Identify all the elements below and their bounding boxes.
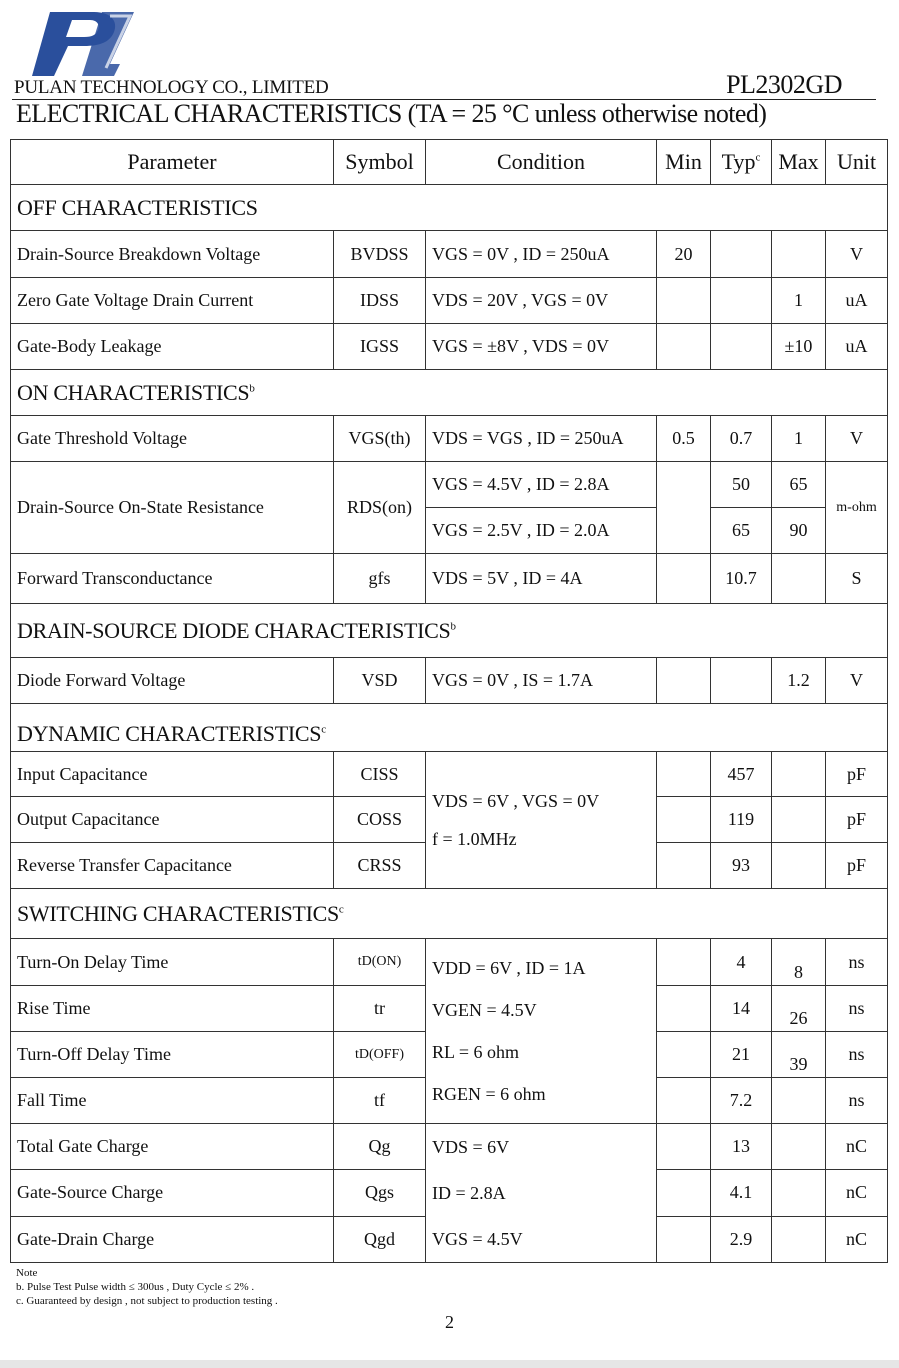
max-value: 39: [789, 1054, 808, 1074]
max-cell: [772, 752, 826, 797]
condition-cell: [426, 752, 657, 889]
charge-cond-line2: ID = 2.8A: [432, 1183, 506, 1203]
section-on-title: ON CHARACTERISTICS: [17, 379, 250, 405]
typ-cell: 4: [711, 939, 772, 986]
min-cell: [657, 843, 711, 889]
max-cell: [772, 1170, 826, 1216]
header-min: Min: [657, 140, 711, 185]
typ-cell: 10.7: [711, 554, 772, 604]
min-cell: [657, 797, 711, 843]
max-cell: [772, 797, 826, 843]
symbol-cell: IGSS: [334, 324, 426, 370]
symbol-cell: BVDSS: [334, 231, 426, 278]
note-c: c. Guaranteed by design , not subject to production testing .: [16, 1295, 278, 1307]
typ-cell: 93: [711, 843, 772, 889]
typ-cell: 119: [711, 797, 772, 843]
typ-cell: 457: [711, 752, 772, 797]
unit-cell: pF: [826, 797, 888, 843]
max-cell: 65: [772, 462, 826, 508]
header-parameter: Parameter: [11, 140, 334, 185]
param-cell: Diode Forward Voltage: [11, 658, 334, 704]
unit-cell: V: [826, 658, 888, 704]
pulan-logo: [14, 6, 138, 80]
section-diode-note: b: [450, 620, 456, 633]
min-cell: [657, 1124, 711, 1170]
param-cell: Turn-On Delay Time: [11, 939, 334, 986]
param-cell: Forward Transconductance: [11, 554, 334, 604]
min-cell: 20: [657, 231, 711, 278]
table-row: [11, 462, 888, 508]
typ-cell: 2.9: [711, 1216, 772, 1262]
footer-bar: [0, 1360, 899, 1368]
max-cell: [772, 1078, 826, 1124]
min-cell: [657, 986, 711, 1032]
max-cell: [772, 554, 826, 604]
table-header-row: [11, 140, 888, 185]
param-cell: Drain-Source On-State Resistance: [11, 462, 334, 554]
table-row: [11, 658, 888, 704]
unit-cell: V: [826, 231, 888, 278]
unit-cell: m-ohm: [826, 462, 888, 554]
section-on: [11, 370, 888, 416]
unit-cell: nC: [826, 1124, 888, 1170]
min-cell: [657, 278, 711, 324]
min-cell: [657, 1170, 711, 1216]
max-cell: [772, 231, 826, 278]
param-cell: Total Gate Charge: [11, 1124, 334, 1170]
section-row-diode: [11, 604, 888, 658]
min-cell: [657, 554, 711, 604]
section-diode: [11, 604, 888, 658]
unit-cell: ns: [826, 986, 888, 1032]
typ-cell: 65: [711, 508, 772, 554]
symbol-cell: tr: [334, 986, 426, 1032]
table-row: [11, 324, 888, 370]
condition-cell: VDS = VGS , ID = 250uA: [426, 416, 657, 462]
typ-cell: [711, 278, 772, 324]
header-typ: [711, 140, 772, 185]
page-number: 2: [445, 1312, 454, 1332]
max-cell: 1: [772, 416, 826, 462]
typ-cell: [711, 324, 772, 370]
max-cell: [772, 986, 826, 1032]
param-cell: Zero Gate Voltage Drain Current: [11, 278, 334, 324]
condition-cell: [426, 939, 657, 1124]
max-cell: [772, 1216, 826, 1262]
unit-cell: pF: [826, 752, 888, 797]
symbol-cell: CISS: [334, 752, 426, 797]
param-cell: Gate-Source Charge: [11, 1170, 334, 1216]
symbol-cell: CRSS: [334, 843, 426, 889]
typ-cell: 13: [711, 1124, 772, 1170]
condition-cell: VDS = 20V , VGS = 0V: [426, 278, 657, 324]
condition-cell: [426, 1124, 657, 1263]
max-cell: [772, 843, 826, 889]
symbol-cell: IDSS: [334, 278, 426, 324]
max-cell: [772, 1124, 826, 1170]
unit-cell: uA: [826, 278, 888, 324]
min-cell: [657, 939, 711, 986]
unit-cell: ns: [826, 1032, 888, 1078]
typ-cell: 0.7: [711, 416, 772, 462]
part-number: PL2302GD: [726, 70, 842, 99]
typ-cell: [711, 231, 772, 278]
switching-cond-line2: VGEN = 4.5V: [432, 1000, 537, 1020]
header-typ-label: Typ: [721, 149, 756, 174]
param-cell: Rise Time: [11, 986, 334, 1032]
typ-cell: 7.2: [711, 1078, 772, 1124]
charge-cond-line1: VDS = 6V: [432, 1137, 510, 1157]
table-row: [11, 939, 888, 986]
unit-cell: ns: [826, 1078, 888, 1124]
unit-cell: V: [826, 416, 888, 462]
section-diode-title: DRAIN-SOURCE DIODE CHARACTERISTICS: [17, 617, 451, 643]
param-cell: Output Capacitance: [11, 797, 334, 843]
symbol-cell: VGS(th): [334, 416, 426, 462]
param-cell: Reverse Transfer Capacitance: [11, 843, 334, 889]
switching-cond-line4: RGEN = 6 ohm: [432, 1084, 546, 1104]
notes: [16, 1266, 278, 1308]
table-row: [11, 231, 888, 278]
max-cell: 1: [772, 278, 826, 324]
typ-cell: 50: [711, 462, 772, 508]
section-row-off: [11, 185, 888, 231]
min-cell: 0.5: [657, 416, 711, 462]
header-symbol: Symbol: [334, 140, 426, 185]
header-typ-note: c: [755, 151, 761, 164]
max-value: 8: [794, 961, 803, 982]
table-row: [11, 1124, 888, 1170]
symbol-cell: Qg: [334, 1124, 426, 1170]
section-switching: [11, 889, 888, 939]
min-cell: [657, 752, 711, 797]
max-cell: 90: [772, 508, 826, 554]
section-row-dynamic: [11, 704, 888, 752]
section-row-switching: [11, 889, 888, 939]
typ-cell: 21: [711, 1032, 772, 1078]
param-cell: Turn-Off Delay Time: [11, 1032, 334, 1078]
max-cell: [772, 939, 826, 986]
min-cell: [657, 658, 711, 704]
switching-cond-line1: VDD = 6V , ID = 1A: [432, 958, 586, 978]
section-row-on: [11, 370, 888, 416]
symbol-cell: tD(OFF): [334, 1032, 426, 1078]
unit-cell: uA: [826, 324, 888, 370]
condition-cell: VGS = 0V , ID = 250uA: [426, 231, 657, 278]
charge-cond-line3: VGS = 4.5V: [432, 1229, 523, 1249]
condition-cell: VGS = ±8V , VDS = 0V: [426, 324, 657, 370]
param-cell: Gate-Drain Charge: [11, 1216, 334, 1262]
section-switching-title: SWITCHING CHARACTERISTICS: [17, 900, 339, 926]
typ-cell: 14: [711, 986, 772, 1032]
max-cell: ±10: [772, 324, 826, 370]
param-cell: Drain-Source Breakdown Voltage: [11, 231, 334, 278]
section-switching-note: c: [338, 903, 344, 916]
company-name: PULAN TECHNOLOGY CO., LIMITED: [14, 77, 329, 98]
section-off-title: OFF CHARACTERISTICS: [11, 185, 888, 231]
symbol-cell: gfs: [334, 554, 426, 604]
header-max: Max: [772, 140, 826, 185]
dynamic-cond-line2: f = 1.0MHz: [432, 829, 517, 849]
section-dynamic-title: DYNAMIC CHARACTERISTICS: [17, 721, 322, 746]
condition-cell: VGS = 0V , IS = 1.7A: [426, 658, 657, 704]
dynamic-cond-line1: VDS = 6V , VGS = 0V: [432, 791, 600, 811]
unit-cell: nC: [826, 1216, 888, 1262]
header-condition: Condition: [426, 140, 657, 185]
electrical-characteristics-table: [10, 139, 888, 1263]
param-cell: Gate-Body Leakage: [11, 324, 334, 370]
max-cell: [772, 1032, 826, 1078]
param-cell: Gate Threshold Voltage: [11, 416, 334, 462]
typ-cell: 4.1: [711, 1170, 772, 1216]
symbol-cell: RDS(on): [334, 462, 426, 554]
symbol-cell: tD(ON): [334, 939, 426, 986]
condition-cell: VDS = 5V , ID = 4A: [426, 554, 657, 604]
symbol-cell: Qgd: [334, 1216, 426, 1262]
unit-cell: nC: [826, 1170, 888, 1216]
section-title: ELECTRICAL CHARACTERISTICS (TA = 25 °C unless otherwise noted): [16, 99, 767, 128]
max-cell: 1.2: [772, 658, 826, 704]
table-row: [11, 554, 888, 604]
table-row: [11, 416, 888, 462]
condition-cell: VGS = 4.5V , ID = 2.8A: [426, 462, 657, 508]
min-cell: [657, 1216, 711, 1262]
typ-cell: [711, 658, 772, 704]
section-on-note: b: [249, 382, 255, 395]
param-cell: Input Capacitance: [11, 752, 334, 797]
condition-cell: VGS = 2.5V , ID = 2.0A: [426, 508, 657, 554]
min-cell: [657, 1032, 711, 1078]
symbol-cell: tf: [334, 1078, 426, 1124]
table-row: [11, 752, 888, 797]
symbol-cell: COSS: [334, 797, 426, 843]
min-cell: [657, 1078, 711, 1124]
symbol-cell: Qgs: [334, 1170, 426, 1216]
unit-cell: ns: [826, 939, 888, 986]
section-dynamic-note: c: [321, 723, 326, 736]
switching-cond-line3: RL = 6 ohm: [432, 1042, 519, 1062]
notes-heading: Note: [16, 1267, 38, 1279]
table-row: [11, 278, 888, 324]
symbol-cell: VSD: [334, 658, 426, 704]
min-cell: [657, 462, 711, 554]
unit-cell: pF: [826, 843, 888, 889]
header-unit: Unit: [826, 140, 888, 185]
note-b: b. Pulse Test Pulse width ≤ 300us , Duty Cycle ≤ 2% .: [16, 1281, 255, 1293]
min-cell: [657, 324, 711, 370]
param-cell: Fall Time: [11, 1078, 334, 1124]
max-value: 26: [789, 1008, 808, 1028]
unit-cell: S: [826, 554, 888, 604]
section-dynamic: [11, 704, 888, 752]
